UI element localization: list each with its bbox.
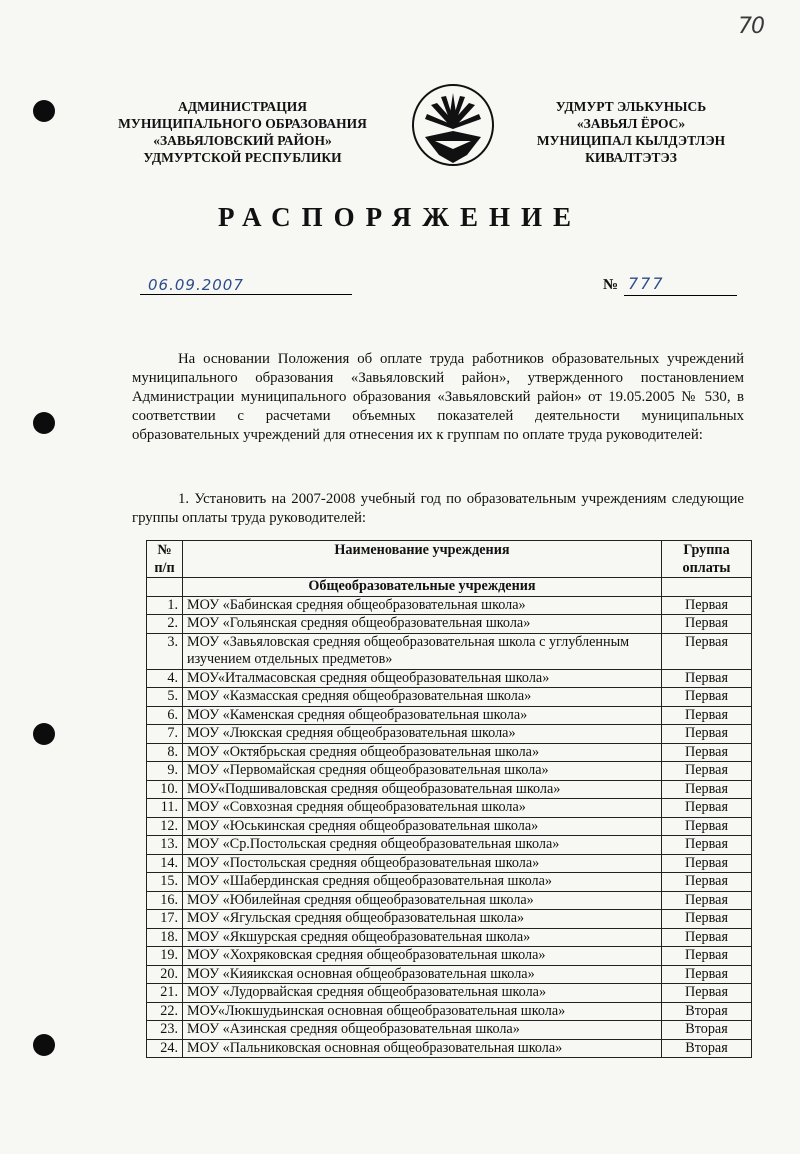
table-row [147,1039,752,1058]
section-row [147,578,752,597]
institution-name: МОУ «Завьяловская средняя общеобразовательная школа с углубленным изучением отдельных предметов» [183,633,662,669]
binder-hole [33,1034,55,1056]
table-header-row [147,541,752,578]
table-row [147,1002,752,1021]
binder-hole [33,723,55,745]
pay-group: Первая [662,762,752,781]
pay-group: Первая [662,743,752,762]
institution-name: МОУ «Хохряковская средняя общеобразовательная школа» [183,947,662,966]
table-row [147,615,752,634]
document-title: РАСПОРЯЖЕНИЕ [217,202,583,232]
salary-groups-table [146,540,752,1058]
table-row [147,891,752,910]
institution-name: МОУ «Ягульская средняя общеобразовательная школа» [183,910,662,929]
institution-name: МОУ «Ср.Постольская средняя общеобразовательная школа» [183,836,662,855]
row-number: 3. [147,633,183,669]
header-left-line: «ЗАВЬЯЛОВСКИЙ РАЙОН» [153,133,332,148]
table-row [147,688,752,707]
table-row [147,854,752,873]
pay-group: Вторая [662,1039,752,1058]
row-number: 18. [147,928,183,947]
table-row [147,725,752,744]
handwritten-date: 06.09.2007 [148,276,244,294]
header-left-line: МУНИЦИПАЛЬНОГО ОБРАЗОВАНИЯ [118,116,367,131]
table-row [147,706,752,725]
institution-name: МОУ «Октябрьская средняя общеобразовательная школа» [183,743,662,762]
row-number: 23. [147,1021,183,1040]
row-number: 14. [147,854,183,873]
preamble-paragraph: На основании Положения об оплате труда работников образовательных учреждений муниципального образования «Завьяловский район», утвержденного постановлением Администрации муниципального образования «Завьяловский район» от 19.05.2005 № 530, в соответствии с расчетами объемных показателей деятельности муниципальных образовательных учреждений для отнесения их к группам по оплате труда руководителей: [132,351,744,443]
pay-group: Первая [662,836,752,855]
institution-name: МОУ «Якшурская средняя общеобразовательная школа» [183,928,662,947]
header-group [662,541,752,578]
pay-group: Первая [662,688,752,707]
institution-name: МОУ «Шабердинская средняя общеобразовательная школа» [183,873,662,892]
table-row [147,817,752,836]
row-number: 5. [147,688,183,707]
institution-name: МОУ«Италмасовская средняя общеобразовательная школа» [183,669,662,688]
number-underline [624,295,737,296]
row-number: 24. [147,1039,183,1058]
row-number: 16. [147,891,183,910]
pay-group: Первая [662,965,752,984]
header-num [147,541,183,578]
row-number: 4. [147,669,183,688]
pay-group: Первая [662,780,752,799]
institution-name: МОУ «Первомайская средняя общеобразовательная школа» [183,762,662,781]
table-row [147,596,752,615]
header-name-label: Наименование учреждения [334,542,510,558]
handwritten-document-number: 777 [628,274,665,293]
header-right-line: «ЗАВЬЯЛ ЁРОС» [576,116,686,131]
table-row [147,947,752,966]
header-right-line: МУНИЦИПАЛ КЫЛДЭТЛЭН [536,133,726,148]
table-row [147,1021,752,1040]
pay-group: Вторая [662,1021,752,1040]
item-1-paragraph: 1. Установить на 2007-2008 учебный год по образовательным учреждениям следующие группы оплаты труда руководителей: [132,491,744,526]
table-row [147,669,752,688]
institution-name: МОУ «Азинская средняя общеобразовательная школа» [183,1021,662,1040]
row-number: 19. [147,947,183,966]
table-row [147,633,752,669]
table-row [147,836,752,855]
table-row [147,780,752,799]
row-number: 22. [147,1002,183,1021]
header-right-udmurt [520,98,742,166]
row-number: 10. [147,780,183,799]
pay-group: Первая [662,615,752,634]
number-sign: № [603,277,619,293]
header-right-line: КИВАЛТЭТЭЗ [585,150,677,165]
institution-name: МОУ«Люкшудьинская основная общеобразовательная школа» [183,1002,662,1021]
row-number: 12. [147,817,183,836]
institution-name: МОУ «Постольская средняя общеобразовательная школа» [183,854,662,873]
pay-group: Первая [662,817,752,836]
row-number: 9. [147,762,183,781]
institution-name: МОУ «Каменская средняя общеобразовательная школа» [183,706,662,725]
row-number: 15. [147,873,183,892]
institution-name: МОУ «Лудорвайская средняя общеобразовательная школа» [183,984,662,1003]
table-row [147,743,752,762]
pay-group: Первая [662,596,752,615]
handwritten-page-number: 70 [738,14,764,39]
table-row [147,762,752,781]
binder-hole [33,100,55,122]
header-right-line: УДМУРТ ЭЛЬКУНЫСЬ [555,99,707,114]
pay-group: Первая [662,706,752,725]
institution-name: МОУ «Совхозная средняя общеобразовательная школа» [183,799,662,818]
row-number: 20. [147,965,183,984]
row-number: 13. [147,836,183,855]
pay-group: Первая [662,928,752,947]
header-left-line: УДМУРТСКОЙ РЕСПУБЛИКИ [143,150,342,165]
pay-group: Первая [662,633,752,669]
header-group-label: Группа оплаты [682,542,731,576]
section-cell-empty [147,578,183,597]
binder-hole [33,412,55,434]
institution-name: МОУ «Гольянская средняя общеобразовательная школа» [183,615,662,634]
institution-name: МОУ«Подшиваловская средняя общеобразовательная школа» [183,780,662,799]
table-row [147,799,752,818]
section-title: Общеобразовательные учреждения [183,578,662,597]
row-number: 11. [147,799,183,818]
institution-name: МОУ «Пальниковская основная общеобразовательная школа» [183,1039,662,1058]
pay-group: Вторая [662,1002,752,1021]
header-num-label: № п/п [154,542,175,576]
row-number: 8. [147,743,183,762]
table-row [147,984,752,1003]
pay-group: Первая [662,891,752,910]
institution-name: МОУ «Люкская средняя общеобразовательная школа» [183,725,662,744]
institution-name: МОУ «Кияикская основная общеобразовательная школа» [183,965,662,984]
table-row [147,965,752,984]
pay-group: Первая [662,725,752,744]
row-number: 17. [147,910,183,929]
institution-name: МОУ «Юбилейная средняя общеобразовательная школа» [183,891,662,910]
table-row [147,928,752,947]
header-left-russian [110,98,375,166]
row-number: 21. [147,984,183,1003]
header-left-line: АДМИНИСТРАЦИЯ [177,99,308,114]
row-number: 6. [147,706,183,725]
institution-name: МОУ «Бабинская средняя общеобразовательная школа» [183,596,662,615]
section-cell-empty [662,578,752,597]
pay-group: Первая [662,799,752,818]
date-underline [140,294,352,295]
row-number: 7. [147,725,183,744]
header-name [183,541,662,578]
institution-name: МОУ «Юськинская средняя общеобразовательная школа» [183,817,662,836]
pay-group: Первая [662,873,752,892]
institution-name: МОУ «Казмасская средняя общеобразовательная школа» [183,688,662,707]
table-row [147,910,752,929]
row-number: 2. [147,615,183,634]
pay-group: Первая [662,947,752,966]
district-emblem [411,83,495,167]
pay-group: Первая [662,854,752,873]
row-number: 1. [147,596,183,615]
pay-group: Первая [662,984,752,1003]
pay-group: Первая [662,669,752,688]
pay-group: Первая [662,910,752,929]
table-row [147,873,752,892]
